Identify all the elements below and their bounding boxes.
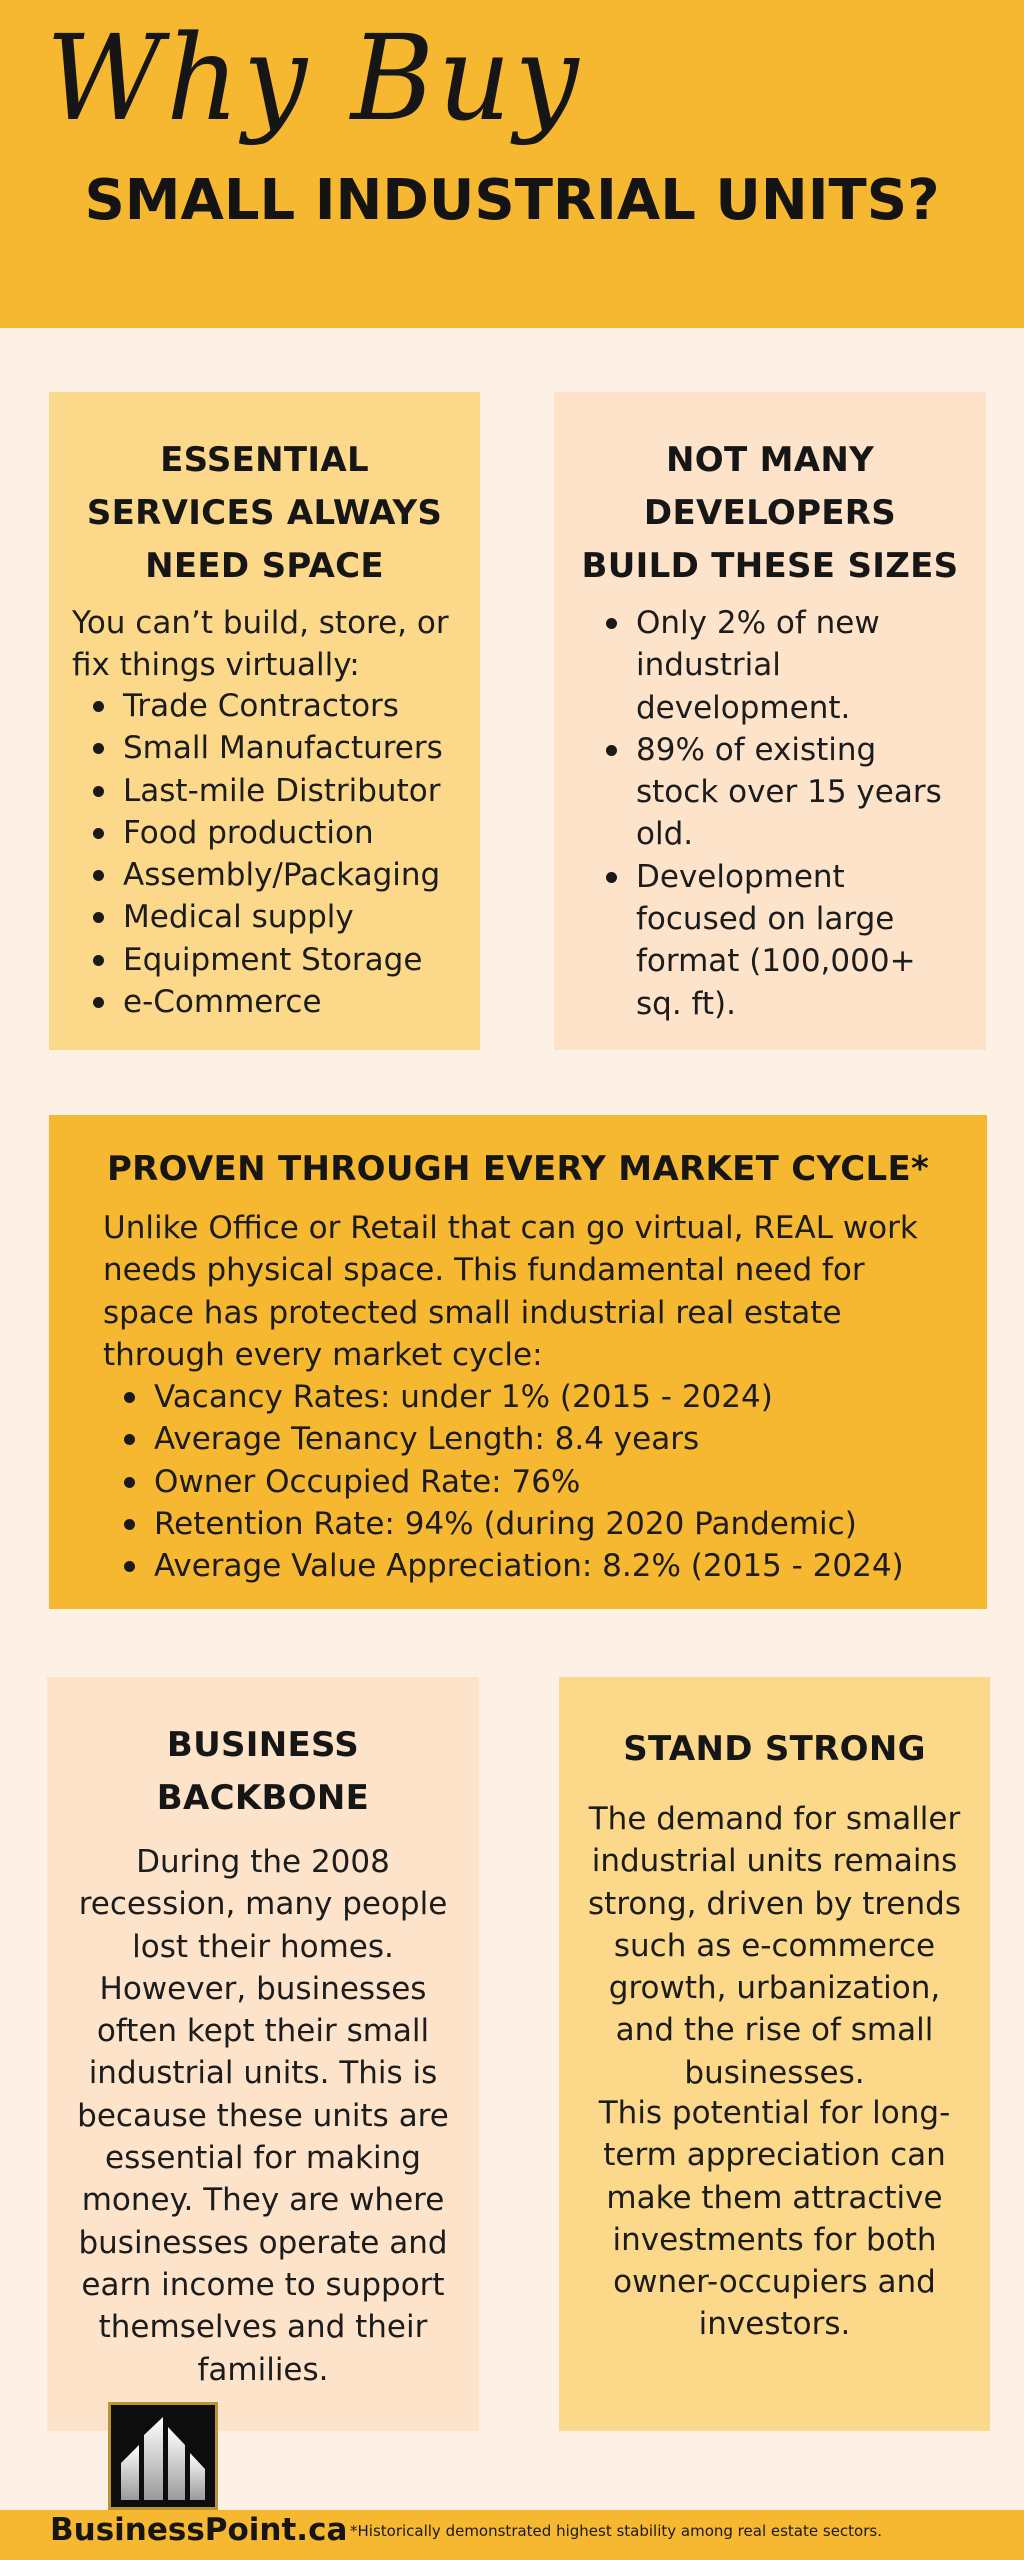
bullet-icon — [93, 786, 104, 797]
title-line: BACKBONE — [156, 1778, 370, 1818]
building-logo-icon — [108, 2402, 218, 2510]
list-item: Only 2% of new industrial development. — [636, 602, 966, 729]
bullet-icon — [606, 872, 617, 883]
bullet-icon — [93, 997, 104, 1008]
list-item: Vacancy Rates: under 1% (2015 - 2024) — [154, 1376, 904, 1418]
bullet-icon — [93, 828, 104, 839]
script-title: Why Buy — [46, 9, 583, 147]
essential-services-list — [123, 685, 443, 1023]
essential-services-card — [49, 392, 480, 1050]
title-line: NEED SPACE — [145, 546, 384, 586]
brand-name: BusinessPoint.ca — [50, 2512, 348, 2548]
bullet-icon — [124, 1519, 135, 1530]
market-cycle-intro — [103, 1207, 953, 1376]
list-item: Food production — [123, 812, 443, 854]
essential-services-title — [49, 434, 480, 593]
title-line: BUILD THESE SIZES — [581, 546, 959, 586]
intro-line: fix things virtually: — [72, 647, 360, 684]
list-item: Development focused on large format (100,000+ sq. ft). — [636, 856, 966, 1025]
bullet-icon — [124, 1561, 135, 1572]
bullet-icon — [606, 618, 617, 629]
business-backbone-card — [47, 1677, 479, 2431]
developers-list — [636, 602, 966, 1025]
list-item: e-Commerce — [123, 981, 443, 1023]
list-item: 89% of existing stock over 15 years old. — [636, 729, 966, 856]
list-item: Owner Occupied Rate: 76% — [154, 1461, 904, 1503]
bullet-icon — [124, 1392, 135, 1403]
title-line: BUSINESS — [166, 1725, 360, 1765]
essential-services-intro — [72, 602, 449, 687]
list-item: Average Tenancy Length: 8.4 years — [154, 1418, 904, 1460]
bullet-icon — [93, 912, 104, 923]
list-item: Average Value Appreciation: 8.2% (2015 - 2024) — [154, 1545, 904, 1587]
list-item: Medical supply — [123, 896, 443, 938]
bullet-icon — [606, 745, 617, 756]
intro-line: needs physical space. This fundamental need for — [103, 1252, 865, 1289]
list-item: Equipment Storage — [123, 939, 443, 981]
intro-line: space has protected small industrial real estate — [103, 1294, 842, 1331]
list-item: Retention Rate: 94% (during 2020 Pandemic) — [154, 1503, 904, 1545]
business-backbone-title — [47, 1719, 479, 1825]
business-backbone-body: During the 2008 recession, many people lost their homes. However, businesses often kept their small industrial units. This is because these units are essential for making money. They are where businesses operate and earn income to support themselves and their families. — [77, 1844, 449, 2388]
title-line: SERVICES ALWAYS — [86, 493, 443, 533]
market-cycle-title: PROVEN THROUGH EVERY MARKET CYCLE* — [106, 1149, 930, 1189]
stand-strong-title: STAND STRONG — [623, 1729, 926, 1769]
footnote: *Historically demonstrated highest stability among real estate sectors. — [350, 2522, 882, 2540]
developers-title — [554, 434, 986, 593]
bullet-icon — [93, 743, 104, 754]
developers-card — [554, 392, 986, 1050]
list-item: Last-mile Distributor — [123, 770, 443, 812]
stand-strong-body-2: This potential for long- term appreciation can make them attractive investments for both owner-occupiers and investors. — [598, 2095, 951, 2343]
title-line: DEVELOPERS — [643, 493, 897, 533]
stand-strong-card — [559, 1677, 990, 2431]
bullet-icon — [93, 870, 104, 881]
list-item: Assembly/Packaging — [123, 854, 443, 896]
bullet-icon — [124, 1477, 135, 1488]
list-item: Small Manufacturers — [123, 727, 443, 769]
title-line: NOT MANY — [665, 440, 874, 480]
intro-line: through every market cycle: — [103, 1336, 543, 1373]
intro-line: Unlike Office or Retail that can go virtual, REAL work — [103, 1210, 918, 1246]
bullet-icon — [124, 1434, 135, 1445]
page-title: SMALL INDUSTRIAL UNITS? — [84, 168, 940, 233]
bullet-icon — [93, 955, 104, 966]
intro-line: You can’t build, store, or — [72, 605, 449, 641]
stand-strong-body-1: The demand for smaller industrial units remains strong, driven by trends such as e-commerce growth, urbanization, and the rise of small businesses. — [588, 1801, 961, 2091]
title-line: ESSENTIAL — [160, 440, 369, 480]
bullet-icon — [93, 701, 104, 712]
market-cycle-card — [49, 1115, 987, 1609]
market-cycle-list — [154, 1376, 904, 1587]
list-item: Trade Contractors — [123, 685, 443, 727]
